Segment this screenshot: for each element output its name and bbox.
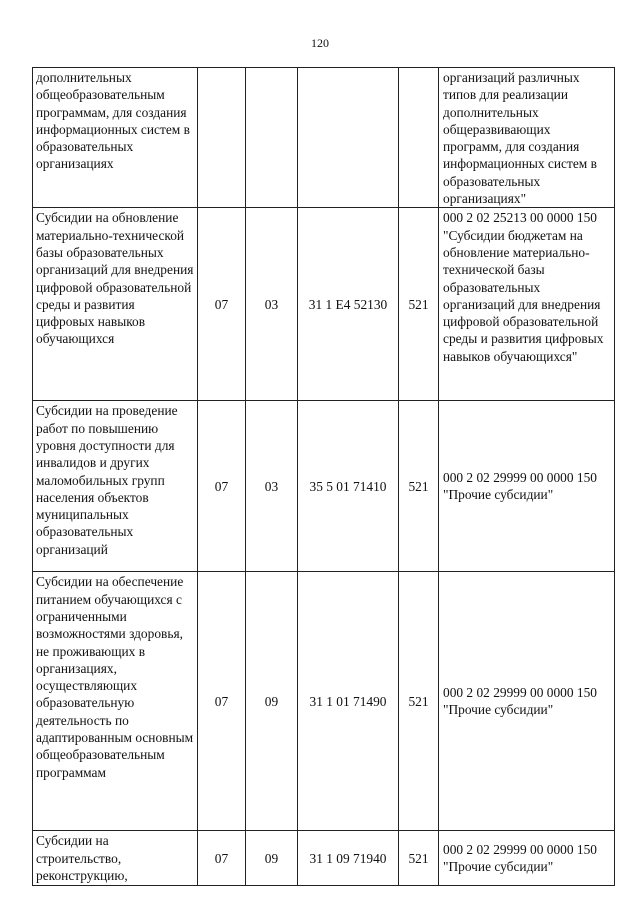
- section-code-cell: [198, 68, 246, 208]
- table-row: [33, 208, 615, 401]
- income-code-cell: 000 2 02 29999 00 0000 150 "Прочие субсидии": [439, 572, 615, 831]
- table-row: [33, 572, 615, 831]
- subsection-code-cell: [246, 68, 298, 208]
- row-name-cell: Субсидии на проведение работ по повышению уровня доступности для инвалидов и других маломобильных групп населения объектов муниципальных образовательных организаций: [33, 401, 198, 572]
- income-code-cell: 000 2 02 25213 00 0000 150 "Субсидии бюджетам на обновление материально-технической базы образовательных организаций для внедрения цифровой образовательной среды и развития цифровых навыков обучающихся": [439, 208, 615, 401]
- expense-type-cell: 521: [399, 572, 439, 831]
- section-code-cell: 07: [198, 208, 246, 401]
- expense-type-cell: 521: [399, 831, 439, 886]
- table-row: [33, 831, 615, 886]
- income-code-cell: 000 2 02 29999 00 0000 150 "Прочие субсидии": [439, 831, 615, 886]
- budget-table: [32, 67, 615, 886]
- row-name-cell: дополнительных общеобразовательным программам, для создания информационных систем в образовательных организациях: [33, 68, 198, 208]
- subsection-code-cell: 03: [246, 208, 298, 401]
- section-code-cell: 07: [198, 572, 246, 831]
- target-article-cell: [298, 68, 399, 208]
- row-name-cell: Субсидии на обеспечение питанием обучающихся с ограниченными возможностями здоровья, не проживающих в организациях, осуществляющих образовательную деятельность по адаптированным основным общеобразовательным программам: [33, 572, 198, 831]
- table-row: [33, 68, 615, 208]
- section-code-cell: 07: [198, 401, 246, 572]
- page-number: 120: [311, 36, 329, 50]
- subsection-code-cell: 03: [246, 401, 298, 572]
- row-name-cell: Субсидии на строительство, реконструкцию,: [33, 831, 198, 886]
- expense-type-cell: [399, 68, 439, 208]
- income-code-cell: организаций различных типов для реализации дополнительных общеразвивающих программ, для создания информационных систем в образовательных организациях": [439, 68, 615, 208]
- expense-type-cell: 521: [399, 401, 439, 572]
- target-article-cell: 31 1 01 71490: [298, 572, 399, 831]
- row-name-cell: Субсидии на обновление материально-технической базы образовательных организаций для внедрения цифровой образовательной среды и развития цифровых навыков обучающихся: [33, 208, 198, 401]
- target-article-cell: 31 1 Е4 52130: [298, 208, 399, 401]
- target-article-cell: 35 5 01 71410: [298, 401, 399, 572]
- target-article-cell: 31 1 09 71940: [298, 831, 399, 886]
- income-code-cell: 000 2 02 29999 00 0000 150 "Прочие субсидии": [439, 401, 615, 572]
- section-code-cell: 07: [198, 831, 246, 886]
- subsection-code-cell: 09: [246, 831, 298, 886]
- table-row: [33, 401, 615, 572]
- subsection-code-cell: 09: [246, 572, 298, 831]
- expense-type-cell: 521: [399, 208, 439, 401]
